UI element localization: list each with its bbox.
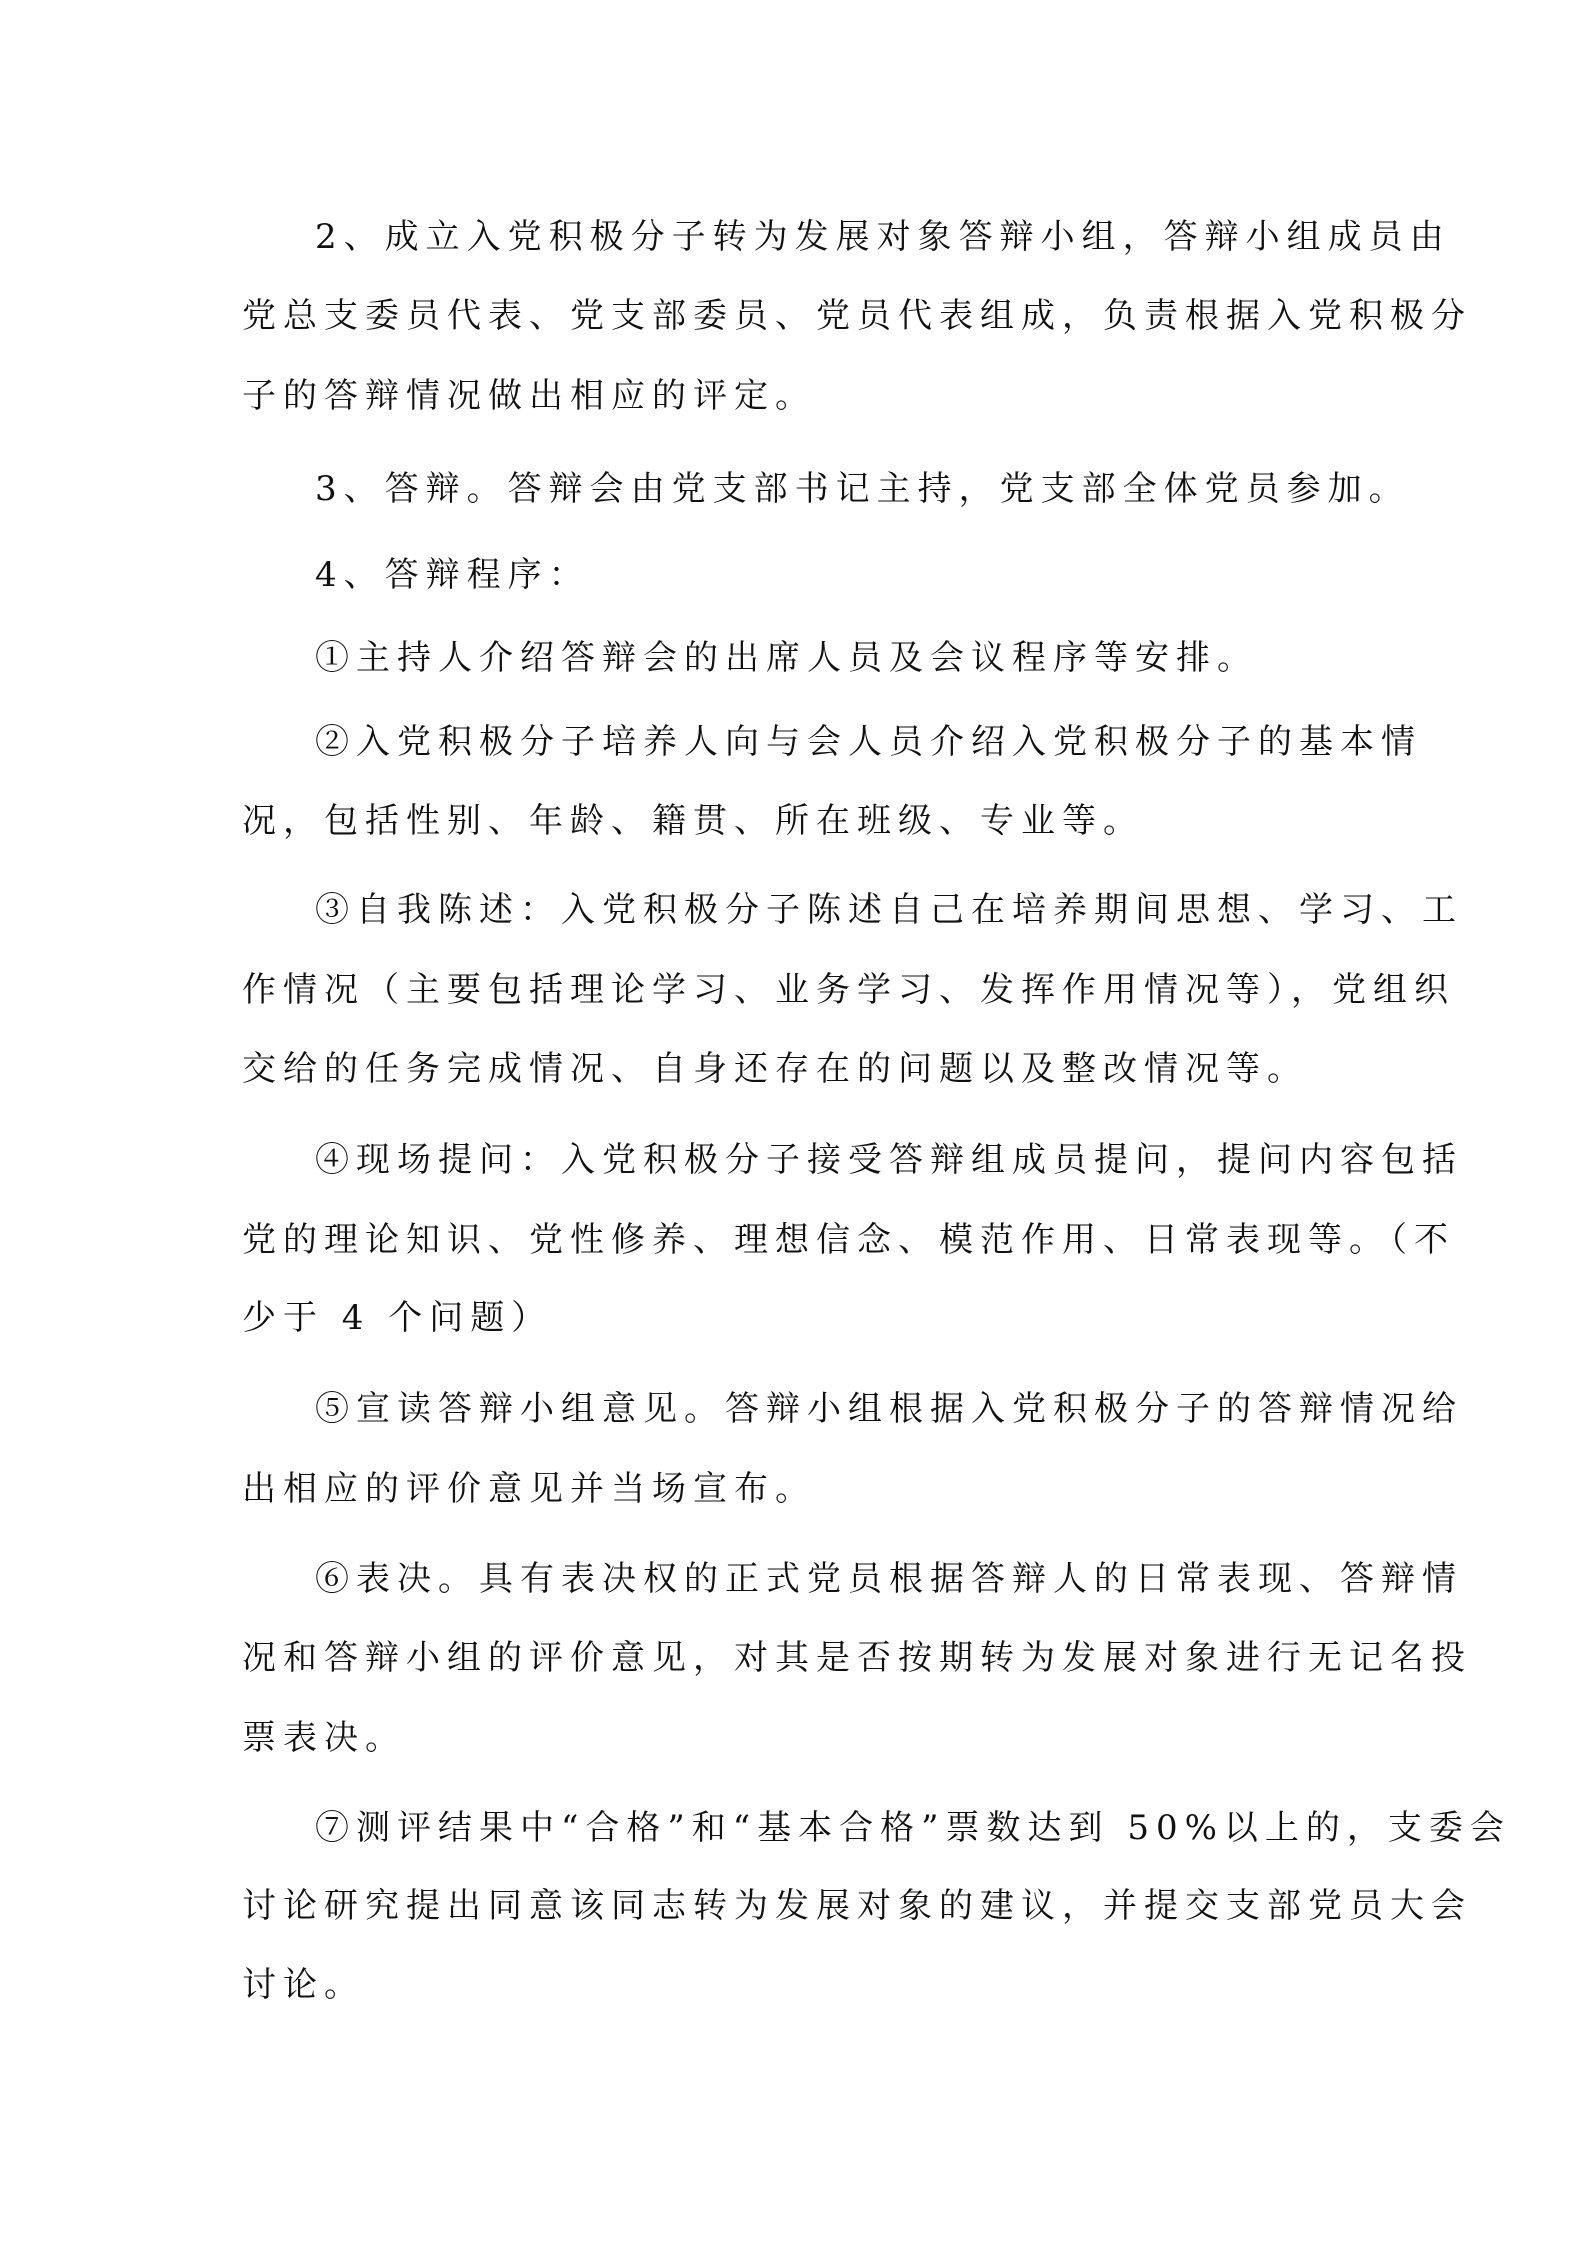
- paragraph-step-5-line-1: ⑤宣读答辩小组意见。答辩小组根据入党积极分子的答辩情况给: [315, 1389, 1463, 1429]
- paragraph-item-2-line-2: 党总支委员代表、党支部委员、党员代表组成，负责根据入党积极分: [242, 296, 1472, 336]
- paragraph-step-7-line-3: 讨论。: [242, 1965, 365, 2005]
- paragraph-step-4-line-3: 少于 4 个问题）: [242, 1298, 553, 1338]
- paragraph-item-2-line-3: 子的答辩情况做出相应的评定。: [242, 376, 816, 416]
- paragraph-step-6-line-3: 票表决。: [242, 1718, 406, 1758]
- paragraph-step-5-line-2: 出相应的评价意见并当场宣布。: [242, 1469, 816, 1509]
- paragraph-step-7-line-1: ⑦测评结果中“合格”和“基本合格”票数达到 50%以上的，支委会: [315, 1808, 1511, 1848]
- paragraph-step-4-line-2: 党的理论知识、党性修养、理想信念、模范作用、日常表现等。（不: [242, 1220, 1455, 1260]
- paragraph-step-3-line-3: 交给的任务完成情况、自身还存在的问题以及整改情况等。: [242, 1049, 1308, 1089]
- paragraph-step-1-line-1: ①主持人介绍答辩会的出席人员及会议程序等安排。: [315, 638, 1258, 678]
- paragraph-item-3-line-1: 3、答辩。答辩会由党支部书记主持，党支部全体党员参加。: [315, 469, 1410, 509]
- paragraph-step-2-line-1: ②入党积极分子培养人向与会人员介绍入党积极分子的基本情: [315, 722, 1422, 762]
- paragraph-step-4-line-1: ④现场提问：入党积极分子接受答辩组成员提问，提问内容包括: [315, 1140, 1463, 1180]
- paragraph-step-7-line-2: 讨论研究提出同意该同志转为发展对象的建议，并提交支部党员大会: [242, 1886, 1472, 1926]
- paragraph-item-2-line-1: 2、成立入党积极分子转为发展对象答辩小组，答辩小组成员由: [315, 217, 1451, 257]
- paragraph-item-4-line-1: 4、答辩程序：: [315, 555, 590, 595]
- paragraph-step-6-line-2: 况和答辩小组的评价意见，对其是否按期转为发展对象进行无记名投: [242, 1638, 1472, 1678]
- paragraph-step-3-line-2: 作情况（主要包括理论学习、业务学习、发挥作用情况等），党组织: [242, 970, 1455, 1010]
- paragraph-step-3-line-1: ③自我陈述：入党积极分子陈述自己在培养期间思想、学习、工: [315, 890, 1463, 930]
- paragraph-step-2-line-2: 况，包括性别、年龄、籍贯、所在班级、专业等。: [242, 801, 1144, 841]
- paragraph-step-6-line-1: ⑥表决。具有表决权的正式党员根据答辩人的日常表现、答辩情: [315, 1559, 1463, 1599]
